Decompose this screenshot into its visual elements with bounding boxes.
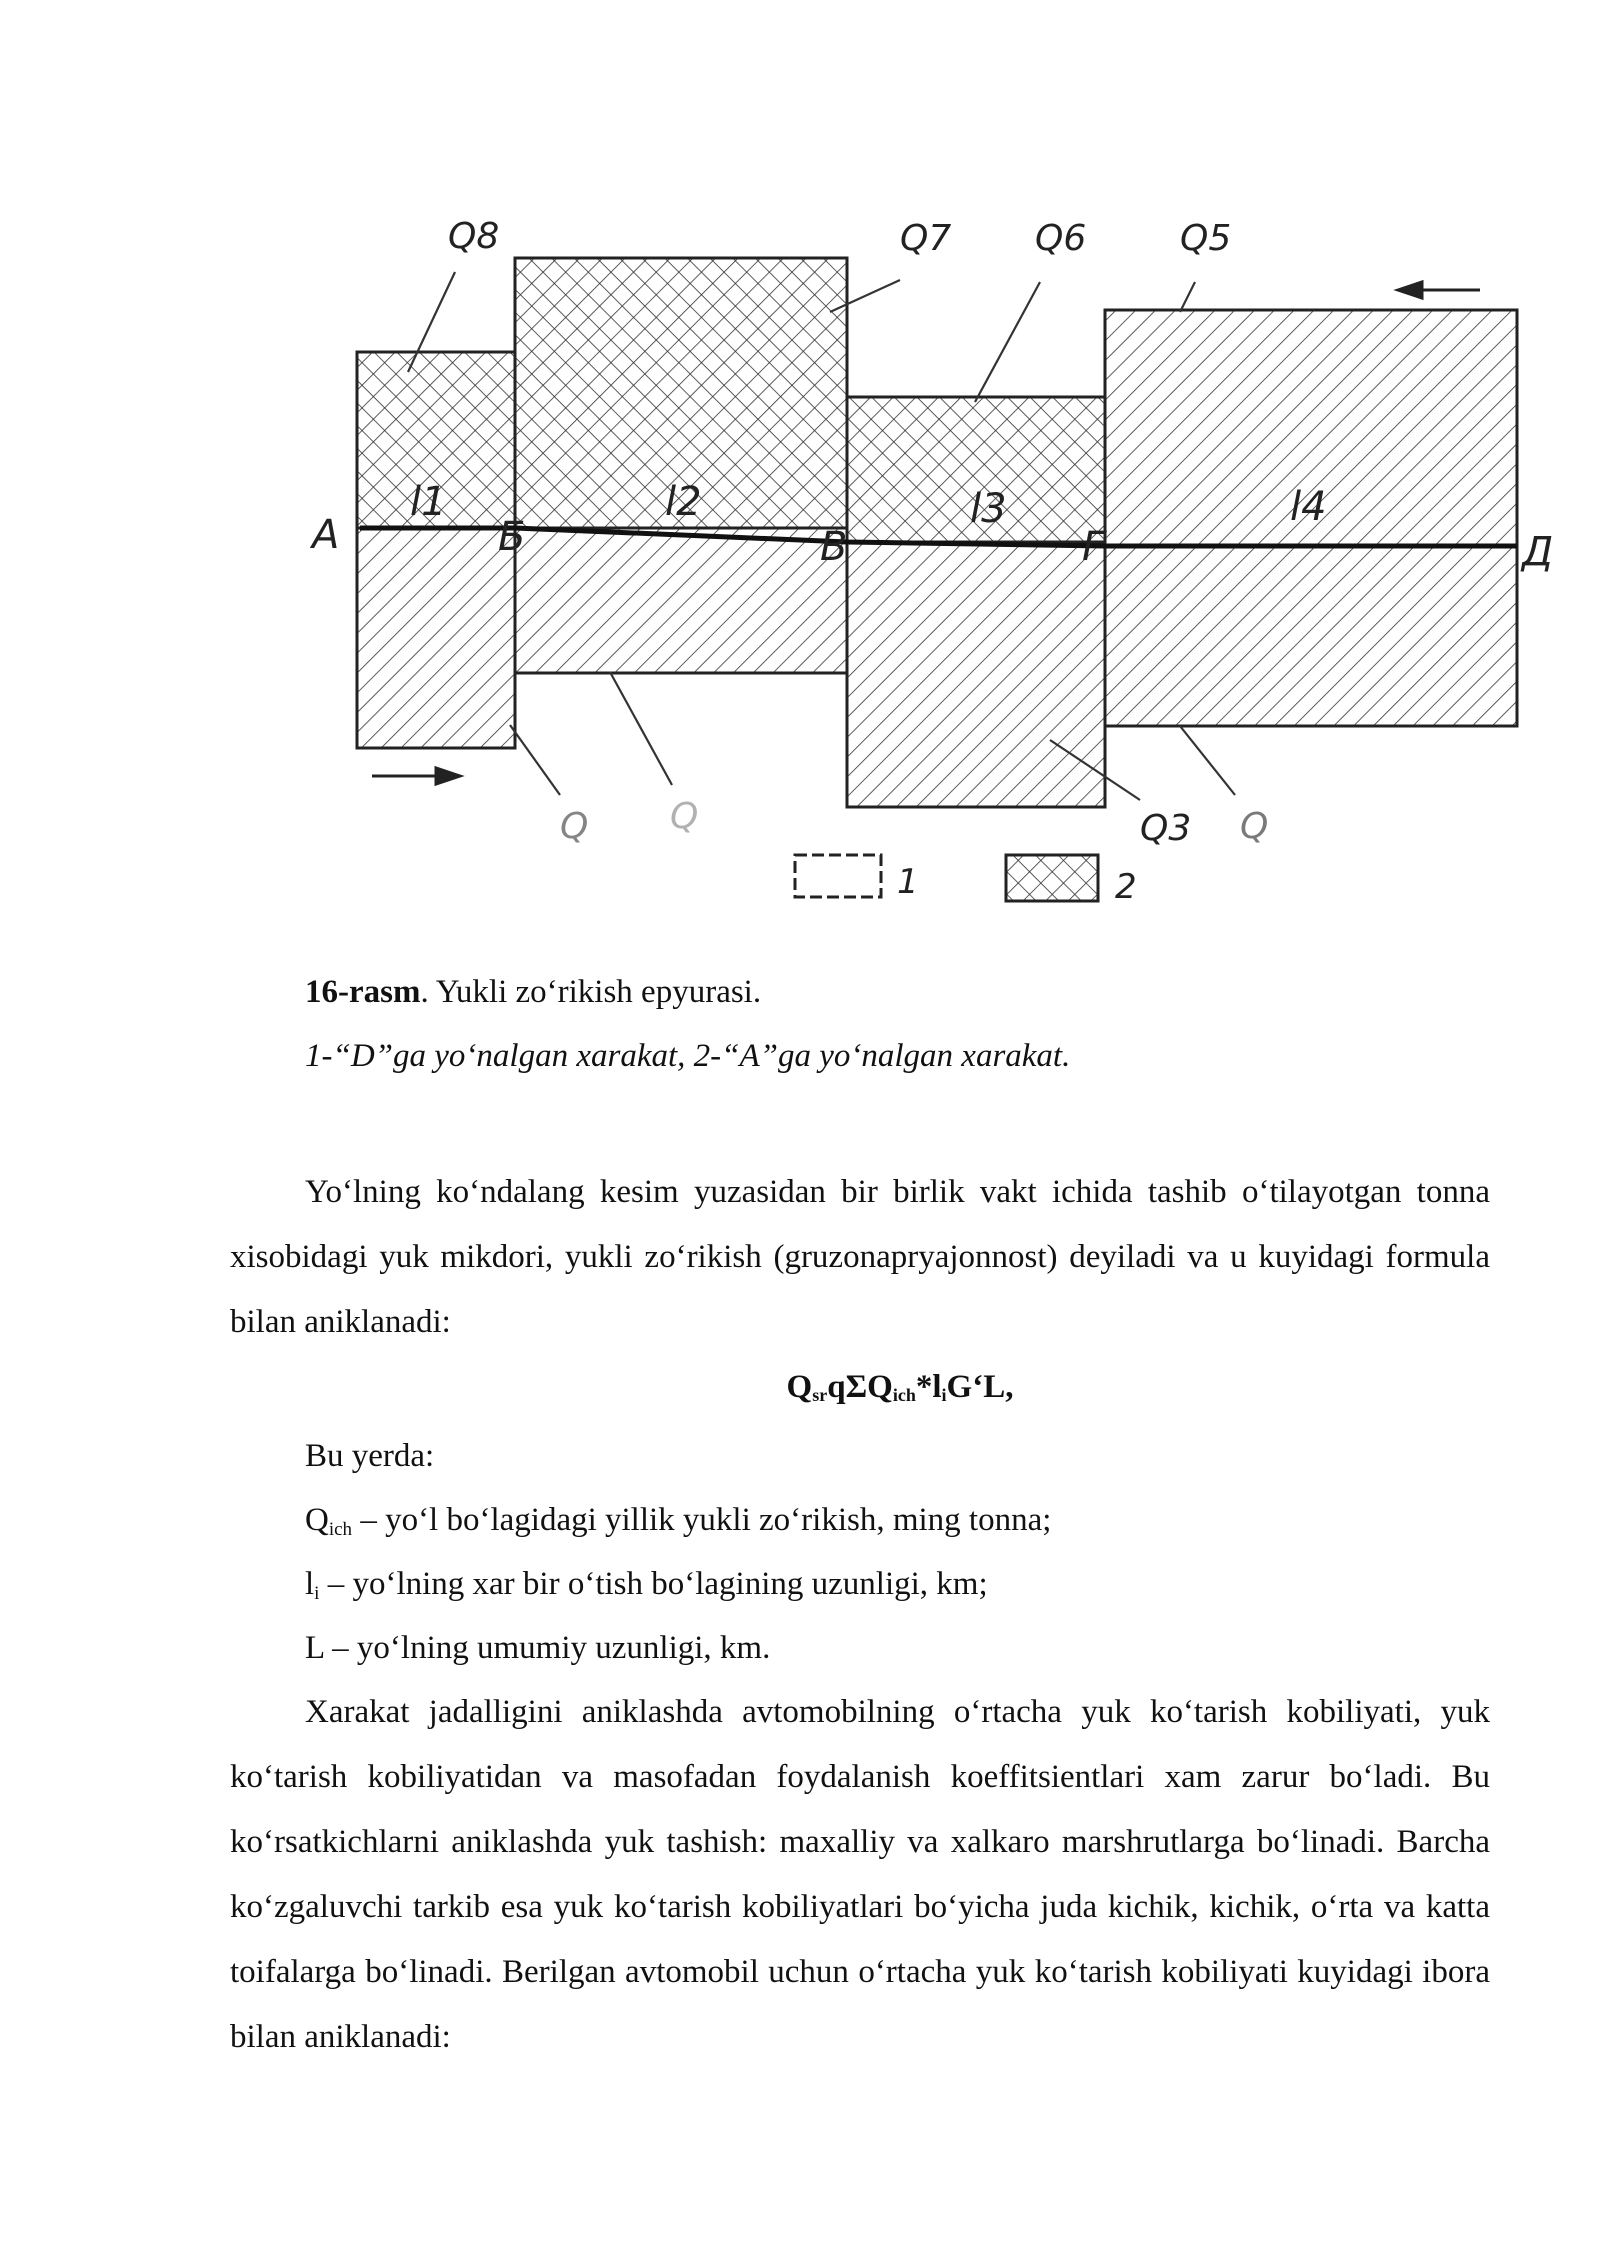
label-point-a: A [312, 512, 340, 558]
formula-part: Q [786, 1369, 813, 1405]
leader-bottom-left-2 [610, 672, 672, 785]
leader-bottom-left-1 [510, 725, 560, 795]
symbol: Q [305, 1502, 329, 1538]
figure-number: 16-rasm [305, 974, 421, 1010]
arrow-left-icon [1398, 282, 1480, 298]
label-q7: Q7 [900, 218, 952, 259]
formula-sub: i [941, 1385, 947, 1405]
label-point-v: В [820, 524, 848, 570]
label-bottom-right: Q [1240, 806, 1269, 847]
formula-sub: sr [812, 1385, 828, 1405]
lower-block-1 [357, 528, 515, 748]
lower-block-2 [515, 528, 847, 673]
label-q5: Q5 [1180, 218, 1232, 259]
legend-swatch-1 [795, 855, 881, 897]
leader-q6 [975, 282, 1040, 402]
definitions-intro: Bu yerda: [305, 1438, 435, 1474]
label-l1: l1 [410, 479, 447, 525]
legend-number-1: 1 [897, 862, 919, 902]
paragraph-carrying-capacity [230, 1680, 1490, 2070]
formula-sub: ich [892, 1385, 916, 1405]
label-q6: Q6 [1035, 218, 1087, 259]
label-l2: l2 [665, 479, 702, 525]
label-l4: l4 [1290, 484, 1327, 530]
formula-part: qΣQ [827, 1369, 893, 1405]
label-point-g: Г [1082, 524, 1105, 570]
label-bottom-left-1: Q [560, 806, 589, 847]
symbol: l [305, 1566, 315, 1602]
formula-part: *l [915, 1369, 942, 1405]
symbol-sub: i [314, 1583, 320, 1604]
definition-text: – yo‘l bo‘lagidagi yillik yukli zo‘rikish, ming tonna; [352, 1502, 1052, 1538]
label-l3: l3 [970, 486, 1007, 532]
arrow-right-icon [372, 768, 460, 784]
figure-legend-text: 1-“D”ga yo‘nalgan xarakat, 2-“A”ga yo‘nalgan xarakat. [305, 1038, 1071, 1074]
figure-caption [305, 972, 761, 1012]
leader-q5 [1180, 282, 1195, 312]
formula-part: G‘L, [946, 1369, 1014, 1405]
paragraph-1-text: Yo‘lning ko‘ndalang kesim yuzasidan bir birlik vakt ichida tashib o‘tilayotgan tonna xisobidagi yuk mikdori, yukli zo‘rikish (gruzonapryajonnost) deyiladi va u kuyidagi formula bilan aniklanadi: [230, 1174, 1490, 1340]
legend-swatch-2 [1006, 855, 1098, 901]
label-point-b: Б [498, 514, 526, 560]
figure-legend [795, 855, 1137, 907]
formula [0, 1362, 1600, 1420]
label-bottom-left-2: Q [670, 796, 699, 837]
load-diagram-figure [300, 190, 1580, 920]
label-point-d: Д [1522, 529, 1554, 575]
upper-blocks [357, 258, 1517, 546]
definition-qich [305, 1500, 1051, 1550]
paragraph-definition [230, 1160, 1490, 1355]
figure-title: . Yukli zo‘rikish epyurasi. [420, 974, 762, 1010]
paragraph-2-text: Xarakat jadalligini aniklashda avtomobilning o‘rtacha yuk ko‘tarish kobiliyati, yuk ko‘tarish kobiliyatidan va masofadan foydalanish koeffitsientlari xam zarur bo‘ladi. Bu ko‘rsatkichlarni aniklashda yuk tashish: maxalliy va xalkaro marshrutlarga bo‘linadi. Barcha ko‘zgaluvchi tarkib esa yuk ko‘tarish kobiliyatlari bo‘yicha juda kichik, kichik, o‘rta va katta toifalarga bo‘linadi. Berilgan avtomobil uchun o‘rtacha yuk ko‘tarish kobiliyati kuyidagi ibora bilan aniklanadi: [230, 1694, 1490, 2055]
legend-number-2: 2 [1115, 867, 1137, 907]
definition-l: L – yo‘lning umumiy uzunligi, km. [305, 1630, 771, 1666]
definition-li [305, 1564, 988, 1614]
leader-bottom-right [1180, 726, 1235, 795]
label-q8: Q8 [448, 216, 500, 257]
symbol-sub: ich [328, 1519, 353, 1540]
lower-blocks [357, 528, 1517, 807]
definition-text: – yo‘lning xar bir o‘tish bo‘lagining uzunligi, km; [319, 1566, 988, 1602]
lower-block-4 [1105, 546, 1517, 726]
label-q3: Q3 [1140, 808, 1192, 849]
lower-block-3 [847, 542, 1105, 807]
